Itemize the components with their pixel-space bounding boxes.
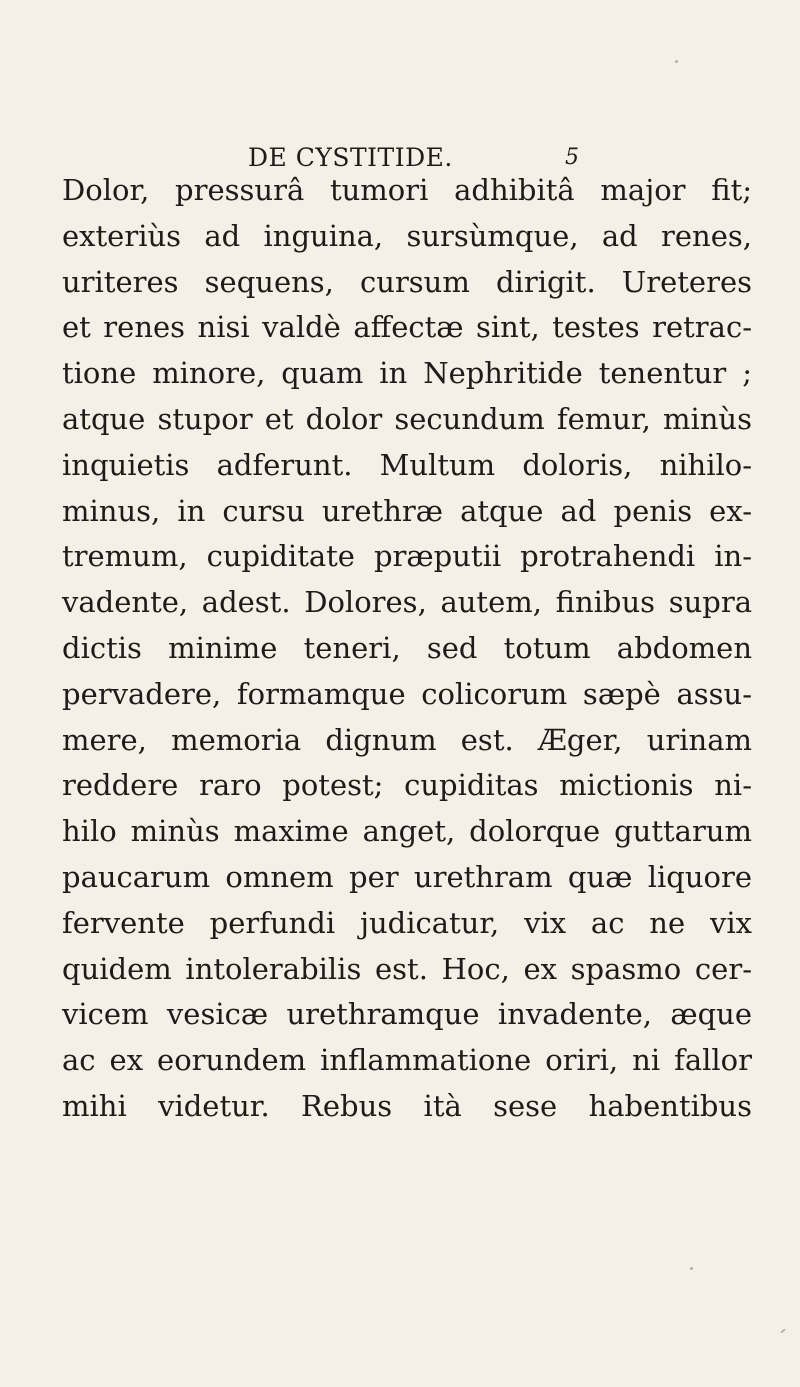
text-line: tremum, cupiditate præputii protrahendi in- — [62, 539, 752, 574]
text-line: ac ex eorundem inflammatione oriri, ni fallor — [62, 1043, 752, 1078]
paper-speck — [780, 1328, 786, 1333]
text-line: paucarum omnem per urethram quæ liquore — [62, 859, 752, 894]
text-line: tione minore, quam in Nephritide tenentur ; — [62, 356, 752, 391]
text-line: atque stupor et dolor secundum femur, minùs — [62, 401, 752, 436]
text-line: vicem vesicæ urethramque invadente, æque — [62, 997, 752, 1032]
text-line: Dolor, pressurâ tumori adhibitâ major fit; — [62, 173, 752, 207]
paper-speck — [675, 60, 678, 63]
text-line: et renes nisi valdè affectæ sint, testes retrac- — [62, 310, 752, 345]
running-title: DE CYSTITIDE. — [248, 143, 453, 172]
page-number: 5 — [565, 145, 579, 170]
text-line: mihi videtur. Rebus ità sese habentibus — [62, 1088, 752, 1123]
text-line: minus, in cursu urethræ atque ad penis ex- — [62, 493, 752, 528]
text-line: fervente perfundi judicatur, vix ac ne vix — [62, 905, 752, 940]
text-line: uriteres sequens, cursum dirigit. Ureteres — [62, 264, 752, 299]
paper-speck — [690, 1267, 693, 1270]
text-line: hilo minùs maxime anget, dolorque guttarum — [62, 814, 752, 849]
body-paragraph — [62, 168, 752, 1130]
text-line: inquietis adferunt. Multum doloris, nihilo- — [62, 447, 752, 482]
text-line: vadente, adest. Dolores, autem, finibus supra — [62, 585, 752, 620]
text-line: pervadere, formamque colicorum sæpè assu- — [62, 676, 752, 711]
text-line: reddere raro potest; cupiditas mictionis ni- — [62, 768, 752, 803]
text-line: quidem intolerabilis est. Hoc, ex spasmo cer- — [62, 951, 752, 986]
text-line: exteriùs ad inguina, sursùmque, ad renes, — [62, 218, 752, 253]
text-line: mere, memoria dignum est. Æger, urinam — [62, 722, 752, 757]
text-line: dictis minime teneri, sed totum abdomen — [62, 630, 752, 665]
